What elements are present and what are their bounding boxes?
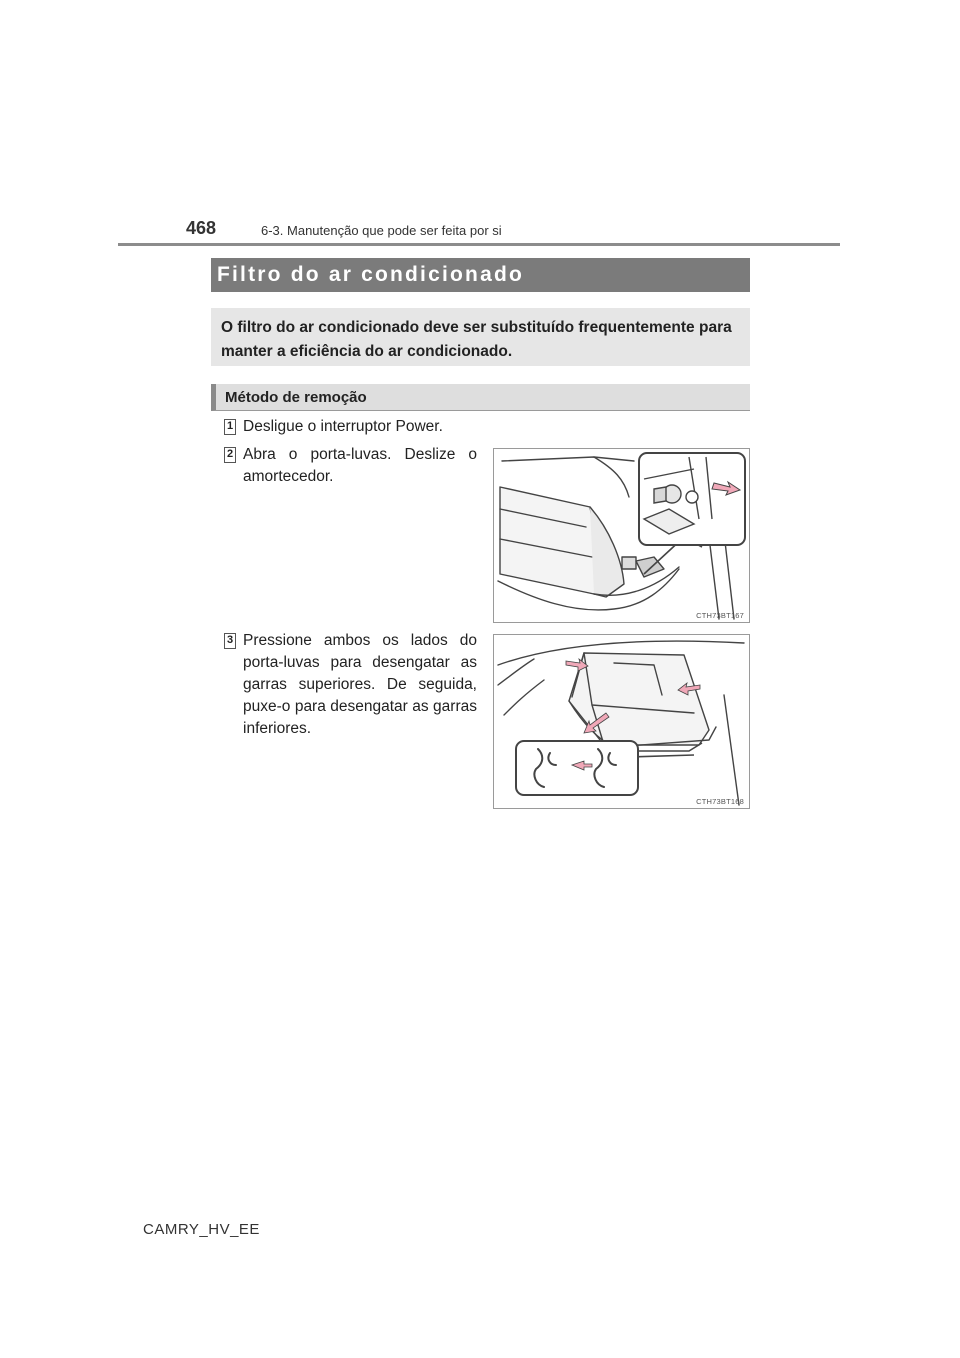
section-title-bar [211, 258, 750, 292]
footer-model: CAMRY_HV_EE [143, 1221, 260, 1238]
header-rule [118, 243, 840, 246]
page-number: 468 [186, 218, 217, 238]
subsection-title: Método de remoção [225, 388, 367, 406]
glovebox-claws-illustration [493, 634, 750, 809]
step-1-badge: 1 [224, 419, 236, 435]
illustration-code: CTH73BT167 [696, 611, 744, 620]
step-1-text: Desligue o interruptor Power. [243, 418, 443, 435]
illustration-code: CTH73BT168 [696, 797, 744, 806]
step-2-badge: 2 [224, 447, 236, 463]
section-reference: 6-3. Manutenção que pode ser feita por si [261, 223, 502, 238]
intro-box: O filtro do ar condicionado deve ser substituído frequentemente para manter a eficiência do ar condicionado. [211, 308, 750, 366]
glovebox-damper-illustration [493, 448, 750, 623]
step-2-text: Abra o porta-luvas. Deslize o amortecedor. [243, 446, 477, 485]
subsection-header [211, 384, 750, 411]
step-3-text: Pressione ambos os lados do porta-luvas para desengatar as garras superiores. De seguida, puxe-o para desengatar as garras inferiores. [243, 632, 477, 737]
section-title: Filtro do ar condicionado [217, 263, 524, 286]
step-3-badge: 3 [224, 633, 236, 649]
